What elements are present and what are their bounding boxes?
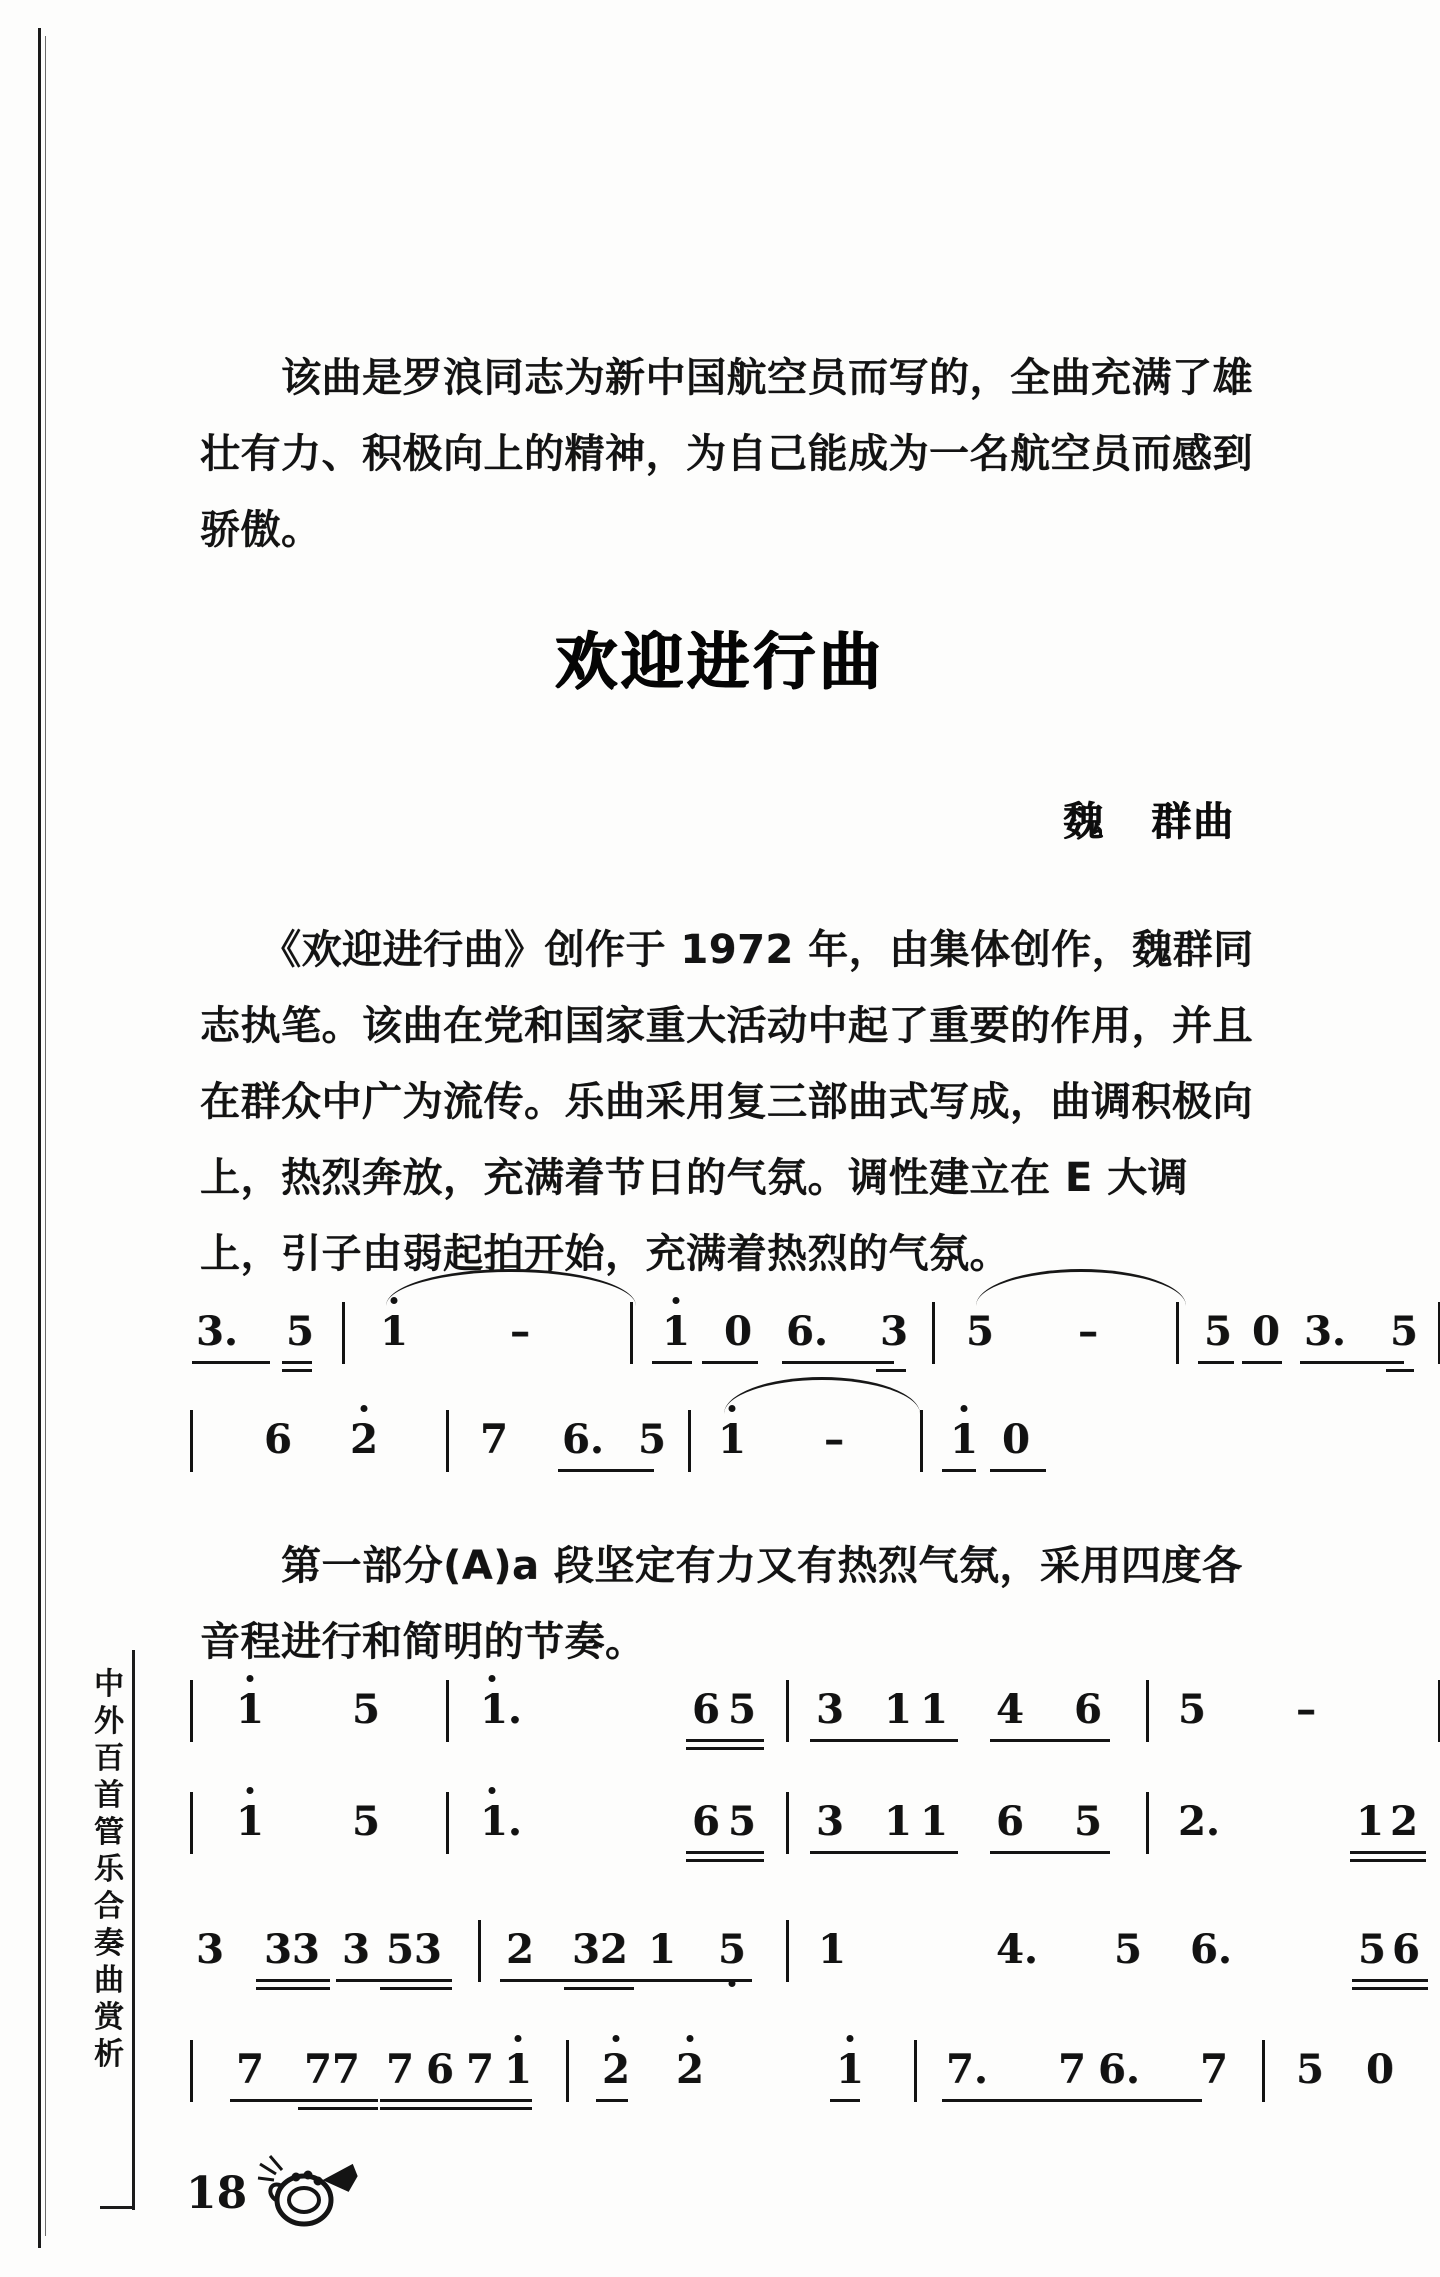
beam-line xyxy=(990,1739,1110,1742)
note-token: 3 xyxy=(880,1308,908,1355)
note-token: 6 xyxy=(996,1798,1024,1845)
note-token: 4 xyxy=(996,1686,1024,1733)
beam-line xyxy=(298,2107,378,2110)
slur-arc xyxy=(724,1377,920,1414)
bar-line xyxy=(1146,1792,1149,1854)
beam-line xyxy=(1052,2099,1202,2102)
running-head-char: 外 xyxy=(94,1704,124,1739)
note-token: 5 xyxy=(966,1308,994,1355)
beam-line xyxy=(990,1469,1046,1472)
bar-line xyxy=(566,2040,569,2102)
note-token: – xyxy=(1078,1308,1098,1355)
beam-line xyxy=(192,1361,270,1364)
note-token: 6. xyxy=(786,1308,828,1355)
note-token: – xyxy=(510,1308,530,1355)
note-token: 4. xyxy=(996,1926,1038,1973)
running-head-char: 首 xyxy=(94,1778,124,1813)
note-token: 5 xyxy=(728,1798,756,1845)
note-token: 6 xyxy=(692,1686,720,1733)
beam-line xyxy=(336,1979,452,1982)
note-token: 5 xyxy=(352,1686,380,1733)
french-horn-icon xyxy=(252,2150,362,2242)
running-head-char: 赏 xyxy=(94,2000,124,2035)
beam-line xyxy=(686,1859,764,1862)
note-token: 3 xyxy=(816,1686,844,1733)
beam-line xyxy=(1350,1851,1426,1854)
beam-line xyxy=(1300,1361,1404,1364)
note-token: 6. xyxy=(1190,1926,1232,1973)
note-token: 6. xyxy=(1098,2046,1140,2093)
running-head-char: 管 xyxy=(94,1815,124,1850)
note-token: 5 xyxy=(1074,1798,1102,1845)
running-head-char: 百 xyxy=(94,1741,124,1776)
note-token: 2 xyxy=(602,2050,630,2090)
beam-line xyxy=(686,1747,764,1750)
note-token: 1 xyxy=(920,1686,948,1733)
note-token: 1. xyxy=(480,1802,522,1842)
bar-line xyxy=(190,1410,193,1472)
beam-line xyxy=(876,1369,906,1372)
beam-line xyxy=(564,1987,634,1990)
bar-line xyxy=(920,1410,923,1472)
note-token: 6 xyxy=(426,2046,454,2093)
note-token: 1. xyxy=(480,1690,522,1730)
note-token: 5 xyxy=(1114,1926,1142,1973)
note-token: 1 xyxy=(648,1926,676,1973)
note-token: 53 xyxy=(386,1926,442,1973)
note-token: – xyxy=(824,1416,844,1463)
note-token: 1 xyxy=(920,1798,948,1845)
beam-line xyxy=(1242,1361,1282,1364)
beam-line xyxy=(282,1369,312,1372)
beam-line xyxy=(1386,1369,1414,1372)
notation-row-a-1 xyxy=(190,1660,1316,1756)
running-head-char: 析 xyxy=(94,2037,124,2072)
note-token: 6 xyxy=(692,1798,720,1845)
beam-line xyxy=(500,1979,752,1982)
note-token: 6 xyxy=(1074,1686,1102,1733)
note-token: 5 xyxy=(1358,1926,1386,1973)
note-token: 7 xyxy=(386,2046,414,2093)
running-head-char: 奏 xyxy=(94,1926,124,1961)
composer-role: 群曲 xyxy=(1151,799,1235,845)
bar-line xyxy=(342,1302,345,1364)
running-head-char: 合 xyxy=(94,1889,124,1924)
beam-line xyxy=(942,2099,1054,2102)
note-token: 2 xyxy=(506,1926,534,1973)
bar-line xyxy=(190,1792,193,1854)
page-number: 18 xyxy=(186,2168,248,2219)
bar-line xyxy=(932,1302,935,1364)
bar-line xyxy=(446,1410,449,1472)
running-head-rule-foot xyxy=(100,2206,135,2209)
bar-line xyxy=(1176,1302,1179,1364)
note-token: 2 xyxy=(350,1420,378,1460)
note-token: 32 xyxy=(572,1926,628,1973)
paragraph-about: 《欢迎进行曲》创作于 1972 年，由集体创作，魏群同志执笔。该曲在党和国家重大活动中起了重要的作用，并且在群众中广为流传。乐曲采用复三部曲式写成，曲调积极向上，热烈奔放，充满着节日的气氛。调性建立在 E 大调上，引子由弱起拍开始，充满着热烈的气氛。 xyxy=(200,927,1254,1277)
note-token: 1 xyxy=(236,1690,264,1730)
composer-credit xyxy=(0,790,1235,847)
bar-line xyxy=(1262,2040,1265,2102)
bar-line xyxy=(786,1680,789,1742)
note-token: 77 xyxy=(304,2046,360,2093)
note-token: 1 xyxy=(818,1926,846,1973)
note-token: 0 xyxy=(1002,1416,1030,1463)
bar-line xyxy=(630,1302,633,1364)
note-token: 1 xyxy=(504,2050,532,2090)
running-head-char: 乐 xyxy=(94,1852,124,1887)
bar-line xyxy=(688,1410,691,1472)
note-token: 6 xyxy=(264,1416,292,1463)
notation-row-a-2 xyxy=(190,1772,1418,1868)
running-head-char: 曲 xyxy=(94,1963,124,1998)
beam-line xyxy=(256,1987,330,1990)
note-token: 5 xyxy=(1178,1686,1206,1733)
bar-line xyxy=(446,1680,449,1742)
note-token: 5 xyxy=(728,1686,756,1733)
note-token: 1 xyxy=(1356,1798,1384,1845)
beam-line xyxy=(990,1851,1110,1854)
bar-line xyxy=(914,2040,917,2102)
beam-line xyxy=(942,1469,976,1472)
running-head-vertical xyxy=(78,1667,140,2190)
beam-line xyxy=(1198,1361,1234,1364)
page-edge-artifact-inner xyxy=(45,36,46,2236)
beam-line xyxy=(782,1361,894,1364)
note-token: 5 xyxy=(352,1798,380,1845)
beam-line xyxy=(230,2099,378,2102)
note-token: 1 xyxy=(884,1798,912,1845)
paragraph-part-a: 第一部分(A)a 段坚定有力又有热烈气氛，采用四度各音程进行和简明的节奏。 xyxy=(200,1543,1243,1665)
bar-line xyxy=(1146,1680,1149,1742)
running-head-char: 中 xyxy=(94,1667,124,1702)
beam-line xyxy=(830,2099,860,2102)
note-token: 3 xyxy=(342,1926,370,1973)
notation-row-a-3 xyxy=(190,1900,1420,1996)
note-token: 1 xyxy=(950,1420,978,1460)
notation-row-intro-2 xyxy=(190,1390,1260,1486)
beam-line xyxy=(686,1851,764,1854)
note-token: 3 xyxy=(816,1798,844,1845)
notation-row-a-4 xyxy=(190,2020,1394,2116)
composer-name: 魏 xyxy=(1063,799,1105,845)
beam-line xyxy=(1350,1859,1426,1862)
note-token: 1 xyxy=(380,1312,408,1352)
note-token: 7. xyxy=(946,2046,988,2093)
bar-line xyxy=(446,1792,449,1854)
bar-line xyxy=(478,1920,481,1982)
beam-line xyxy=(380,1987,452,1990)
paragraph-intro: 该曲是罗浪同志为新中国航空员而写的，全曲充满了雄壮有力、积极向上的精神，为自己能成为一名航空员而感到骄傲。 xyxy=(200,355,1253,553)
note-token: 7 xyxy=(1200,2046,1228,2093)
note-token: – xyxy=(1296,1686,1316,1733)
note-token: 3 xyxy=(196,1926,224,1973)
note-token: 5 xyxy=(1296,2046,1324,2093)
note-token: 7 xyxy=(1058,2046,1086,2093)
beam-line xyxy=(810,1739,958,1742)
note-token: 5 xyxy=(638,1416,666,1463)
note-token: 5 xyxy=(1390,1308,1418,1355)
note-token: 2 xyxy=(676,2050,704,2090)
bar-line xyxy=(786,1920,789,1982)
running-head-rule xyxy=(132,1650,135,2210)
bar-line xyxy=(190,1680,193,1742)
beam-line xyxy=(380,2099,532,2102)
note-token: 5 xyxy=(286,1308,314,1355)
beam-line xyxy=(810,1851,958,1854)
note-token: 6. xyxy=(562,1416,604,1463)
note-token: 2 xyxy=(1390,1798,1418,1845)
note-token: 1 xyxy=(236,1802,264,1842)
note-token: 6 xyxy=(1392,1926,1420,1973)
note-token: 1 xyxy=(884,1686,912,1733)
note-token: 3. xyxy=(196,1308,238,1355)
note-token: 7 xyxy=(466,2046,494,2093)
bar-line xyxy=(190,2040,193,2102)
note-token: 5 xyxy=(1204,1308,1232,1355)
note-token: 7 xyxy=(480,1416,508,1463)
note-token: 0 xyxy=(1252,1308,1280,1355)
beam-line xyxy=(1352,1987,1428,1990)
song-title: 欢迎进行曲 xyxy=(554,625,885,698)
notation-row-intro-1 xyxy=(190,1282,1418,1378)
beam-line xyxy=(256,1979,330,1982)
beam-line xyxy=(686,1739,764,1742)
page-edge-artifact xyxy=(38,28,41,2248)
note-token: 2. xyxy=(1178,1798,1220,1845)
beam-line xyxy=(596,2099,628,2102)
note-token: 1 xyxy=(836,2050,864,2090)
note-token: 7 xyxy=(236,2046,264,2093)
note-token: 0 xyxy=(1366,2046,1394,2093)
note-token: 0 xyxy=(724,1308,752,1355)
note-token: 1 xyxy=(662,1312,690,1352)
beam-line xyxy=(1352,1979,1428,1982)
beam-line xyxy=(702,1361,758,1364)
bar-line xyxy=(786,1792,789,1854)
beam-line xyxy=(558,1469,654,1472)
note-token: 5 xyxy=(718,1930,746,1970)
note-token: 3. xyxy=(1304,1308,1346,1355)
beam-line xyxy=(282,1361,312,1364)
beam-line xyxy=(652,1361,692,1364)
note-token: 1 xyxy=(718,1420,746,1460)
beam-line xyxy=(380,2107,532,2110)
note-token: 33 xyxy=(264,1926,320,1973)
